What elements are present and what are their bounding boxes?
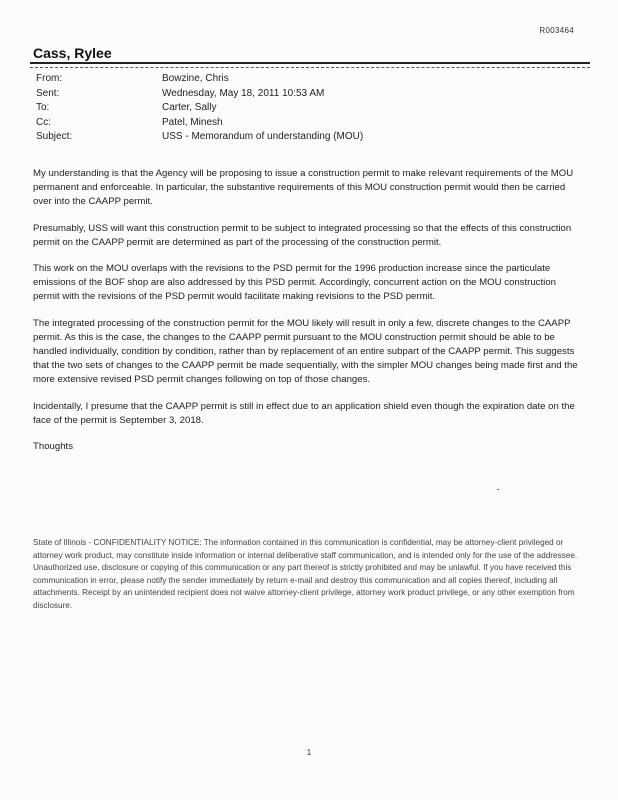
bates-number: R003464 [539,26,574,35]
header-row-from [36,72,363,87]
author-name: Cass, Rylee [33,45,112,61]
cc-value: Patel, Minesh [162,116,223,128]
to-label: To: [36,102,50,114]
from-value: Bowzine, Chris [162,73,229,84]
from-label: From: [36,73,63,84]
confidentiality-notice [33,537,593,613]
confidentiality-text: State of Illinois - CONFIDENTIALITY NOTICE: The information contained in this communication is confidential, may be attorney-client privileged or attorney work product, may constitute inside information or internal deliberative staff communication, and is intended only for the use of the addressee. Unauthorized use, disclosure or copying of this communication or any part thereof is strictly prohibited and may be unlawful. If you have received this communication in error, please notify the sender immediately by return e-mail and destroy this communication and all copies thereof, including all attachments. Receipt by an unintended recipient does not waive attorney-client privilege, attorney work product privilege, or any other exemption from disclosure. [33,538,578,610]
subject-label: Subject: [36,131,73,143]
header-row-sent [36,87,363,102]
cc-label: Cc: [36,116,51,128]
body-paragraph-4: The integrated processing of the construction permit for the MOU likely will result in only a few, discrete changes to the CAAPP permit. As this is the case, the changes to the CAAPP permit pursuant to the MOU construction permit should be able to be handled individually, condition by condition, rather than by replacement of an entire subpart of the CAAPP permit. This suggests that the two sets of changes to the CAAPP permit be made sequentially, with the simpler MOU changes being made first and the more extensive revised PSD permit changes following on top of those changes. [33,317,578,386]
page-number: 1 [306,748,312,757]
body-paragraph-3: This work on the MOU overlaps with the revisions to the PSD permit for the 1996 production increase since the particulate emissions of the BOF shop are also addressed by this PSD permit. Accordingly, concurrent action on the MOU construction permit with the revisions of the PSD permit would facilitate making revisions to the PSD permit. [33,263,556,303]
body-paragraph-1: My understanding is that the Agency will be proposing to issue a construction permit to make relevant requirements of the MOU permanent and enforceable. In particular, the substantive requirements of this MOU construction permit would then be carried over into the CAAPP permit. [33,168,574,208]
email-body [33,167,585,466]
body-paragraph-2: Presumably, USS will want this construction permit to be subject to integrated processing so that the effects of this construction permit on the CAAPP permit are determined as part of the processing of the construction permit. [33,222,572,248]
header-row-subject [36,130,363,145]
header-row-cc [36,116,363,131]
email-header [36,72,363,145]
subject-value: USS - Memorandum of understanding (MOU) [162,131,364,143]
header-divider [30,62,590,68]
scan-speck [497,489,499,490]
header-row-to [36,101,363,116]
to-value: Carter, Sally [162,102,217,114]
body-paragraph-6: Thoughts [33,441,74,453]
body-paragraph-5: Incidentally, I presume that the CAAPP permit is still in effect due to an application shield even though the expiration date on the face of the permit is September 3, 2018. [33,400,575,426]
sent-label: Sent: [36,87,60,99]
sent-value: Wednesday, May 18, 2011 10:53 AM [162,87,325,99]
